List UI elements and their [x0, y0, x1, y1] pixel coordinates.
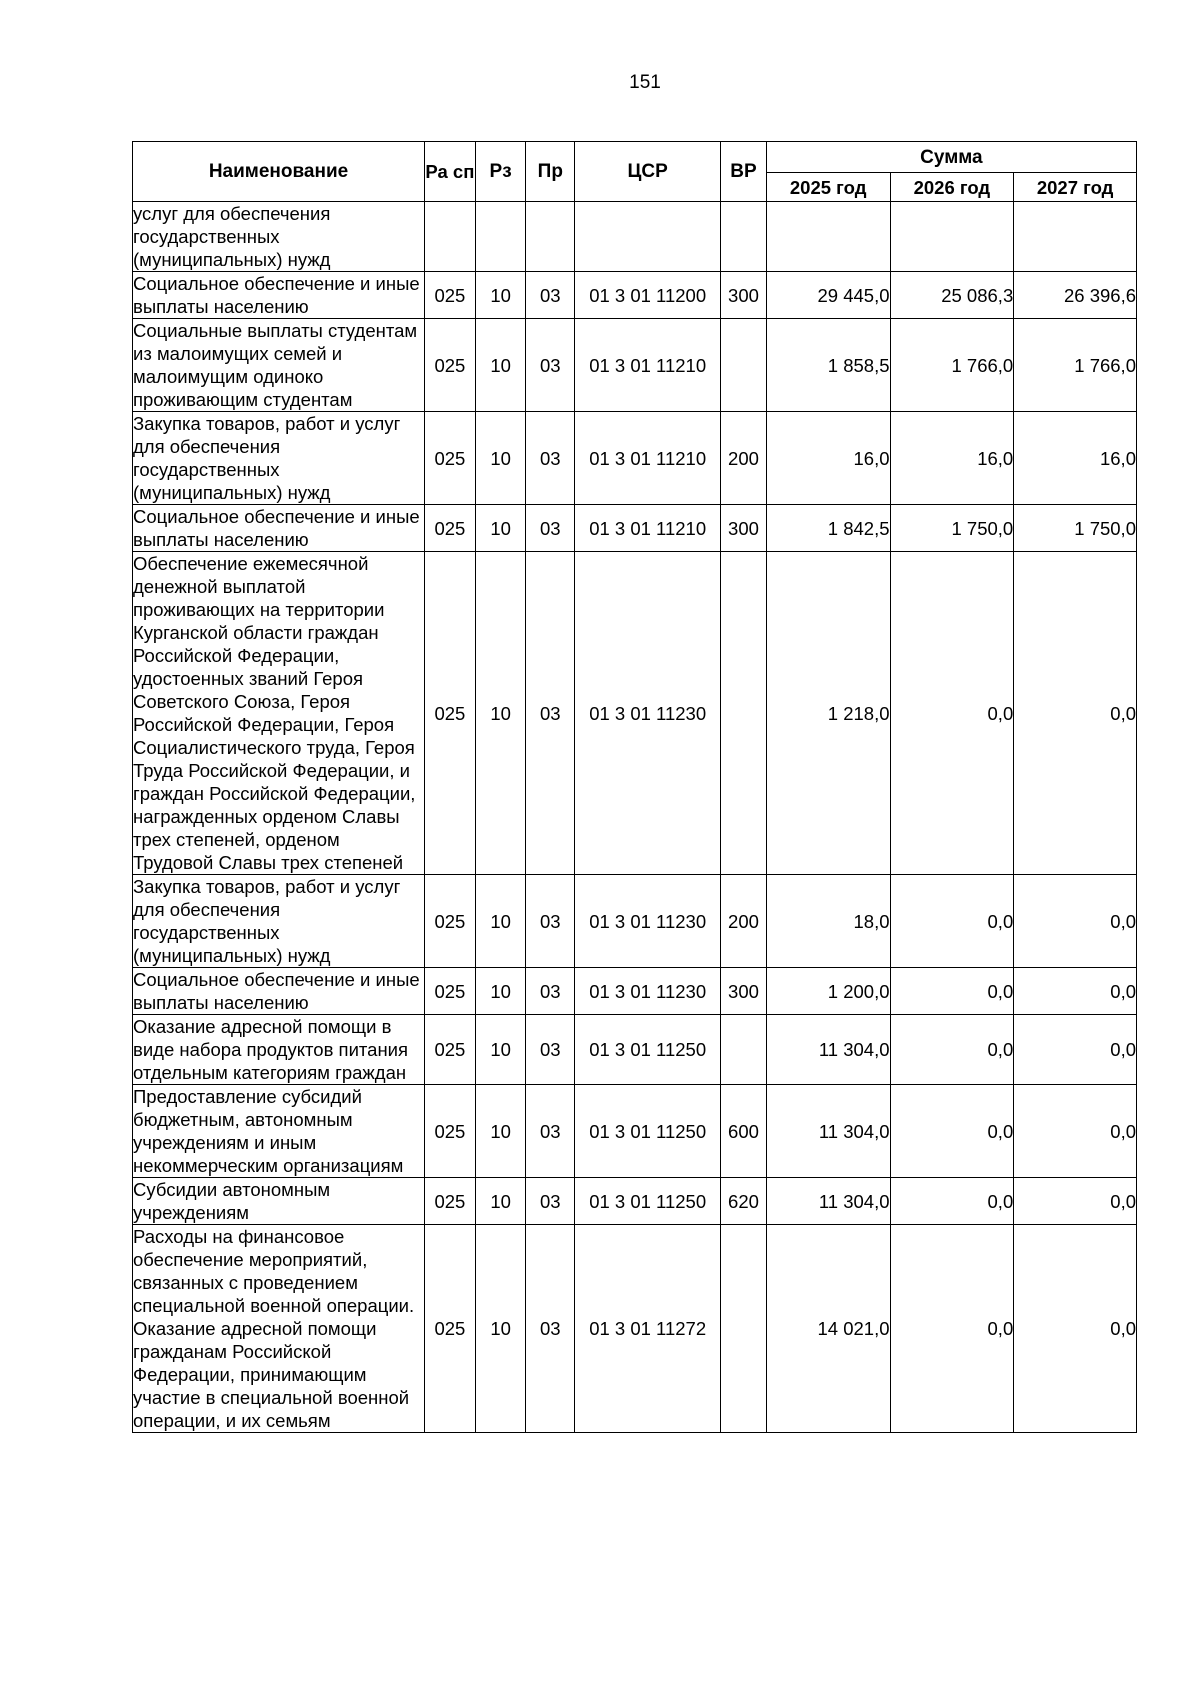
cell-pr: [526, 202, 575, 272]
cell-name: Субсидии автономным учреждениям: [133, 1178, 425, 1225]
cell-sum-2026: 25 086,3: [890, 272, 1014, 319]
cell-vr: [721, 202, 767, 272]
cell-sum-2026: 0,0: [890, 875, 1014, 968]
cell-sum-2026: 0,0: [890, 1015, 1014, 1085]
cell-rasp: 025: [425, 505, 476, 552]
cell-vr: 620: [721, 1178, 767, 1225]
cell-sum-2025: 11 304,0: [766, 1085, 890, 1178]
cell-name: Закупка товаров, работ и услуг для обеспечения государственных (муниципальных) нужд: [133, 412, 425, 505]
cell-sum-2026: 16,0: [890, 412, 1014, 505]
table-row: [133, 1178, 1137, 1225]
cell-rasp: 025: [425, 1015, 476, 1085]
cell-sum-2025: 1 200,0: [766, 968, 890, 1015]
cell-csr: 01 3 01 11210: [575, 412, 721, 505]
cell-pr: 03: [526, 1085, 575, 1178]
cell-pr: 03: [526, 272, 575, 319]
cell-csr: 01 3 01 11250: [575, 1085, 721, 1178]
cell-pr: 03: [526, 968, 575, 1015]
table-row: [133, 412, 1137, 505]
cell-sum-2025: [766, 202, 890, 272]
cell-sum-2026: [890, 202, 1014, 272]
cell-name: Социальное обеспечение и иные выплаты населению: [133, 272, 425, 319]
cell-csr: 01 3 01 11272: [575, 1225, 721, 1433]
table-row: [133, 968, 1137, 1015]
cell-csr: 01 3 01 11200: [575, 272, 721, 319]
cell-sum-2025: 1 218,0: [766, 552, 890, 875]
cell-sum-2027: 0,0: [1014, 1178, 1137, 1225]
cell-rasp: 025: [425, 552, 476, 875]
cell-rasp: 025: [425, 968, 476, 1015]
cell-rz: 10: [475, 968, 526, 1015]
cell-pr: 03: [526, 1178, 575, 1225]
cell-rz: 10: [475, 319, 526, 412]
header-csr: ЦСР: [575, 142, 721, 202]
table-body: [133, 202, 1137, 1433]
cell-rz: 10: [475, 272, 526, 319]
cell-sum-2027: 0,0: [1014, 552, 1137, 875]
cell-name: Социальное обеспечение и иные выплаты населению: [133, 968, 425, 1015]
cell-sum-2027: 1 766,0: [1014, 319, 1137, 412]
table-row: [133, 1015, 1137, 1085]
cell-sum-2026: 1 766,0: [890, 319, 1014, 412]
header-year-2027: 2027 год: [1014, 173, 1137, 202]
cell-sum-2026: 1 750,0: [890, 505, 1014, 552]
cell-sum-2025: 1 858,5: [766, 319, 890, 412]
cell-name: Закупка товаров, работ и услуг для обеспечения государственных (муниципальных) нужд: [133, 875, 425, 968]
cell-name: Оказание адресной помощи в виде набора продуктов питания отдельным категориям граждан: [133, 1015, 425, 1085]
cell-csr: 01 3 01 11230: [575, 968, 721, 1015]
cell-rasp: 025: [425, 412, 476, 505]
cell-rasp: 025: [425, 875, 476, 968]
cell-sum-2027: 0,0: [1014, 1225, 1137, 1433]
header-vr: ВР: [721, 142, 767, 202]
cell-vr: [721, 1015, 767, 1085]
cell-csr: [575, 202, 721, 272]
cell-sum-2026: 0,0: [890, 1225, 1014, 1433]
cell-sum-2025: 1 842,5: [766, 505, 890, 552]
cell-csr: 01 3 01 11230: [575, 875, 721, 968]
cell-rz: 10: [475, 1015, 526, 1085]
cell-rz: 10: [475, 875, 526, 968]
cell-vr: [721, 1225, 767, 1433]
cell-sum-2025: 16,0: [766, 412, 890, 505]
cell-rz: 10: [475, 552, 526, 875]
cell-rasp: 025: [425, 1085, 476, 1178]
cell-sum-2025: 11 304,0: [766, 1178, 890, 1225]
table-row: [133, 319, 1137, 412]
cell-name: услуг для обеспечения государственных (муниципальных) нужд: [133, 202, 425, 272]
cell-sum-2027: [1014, 202, 1137, 272]
table-row: [133, 875, 1137, 968]
cell-sum-2025: 14 021,0: [766, 1225, 890, 1433]
cell-sum-2027: 16,0: [1014, 412, 1137, 505]
cell-vr: 300: [721, 968, 767, 1015]
cell-rasp: 025: [425, 319, 476, 412]
header-rasp: Ра сп: [425, 142, 476, 202]
header-year-2026: 2026 год: [890, 173, 1014, 202]
cell-csr: 01 3 01 11230: [575, 552, 721, 875]
cell-vr: 200: [721, 412, 767, 505]
cell-sum-2027: 0,0: [1014, 968, 1137, 1015]
cell-rz: 10: [475, 505, 526, 552]
header-sum: Сумма: [766, 142, 1136, 173]
cell-rz: 10: [475, 1225, 526, 1433]
cell-rz: 10: [475, 1085, 526, 1178]
cell-vr: 300: [721, 272, 767, 319]
cell-pr: 03: [526, 412, 575, 505]
cell-sum-2026: 0,0: [890, 1178, 1014, 1225]
cell-csr: 01 3 01 11250: [575, 1178, 721, 1225]
cell-rz: [475, 202, 526, 272]
cell-name: Социальное обеспечение и иные выплаты населению: [133, 505, 425, 552]
table-row: [133, 552, 1137, 875]
table-row: [133, 202, 1137, 272]
cell-vr: [721, 552, 767, 875]
cell-sum-2027: 26 396,6: [1014, 272, 1137, 319]
cell-name: Обеспечение ежемесячной денежной выплатой проживающих на территории Курганской области граждан Российской Федерации, удостоенных званий Героя Советского Союза, Героя Российской Федерации, Героя Социалистического труда, Героя Труда Российской Федерации, и граждан Российской Федерации, награжденных орденом Славы трех степеней, орденом Трудовой Славы трех степеней: [133, 552, 425, 875]
header-year-2025: 2025 год: [766, 173, 890, 202]
cell-rasp: 025: [425, 272, 476, 319]
cell-rz: 10: [475, 412, 526, 505]
cell-sum-2027: 1 750,0: [1014, 505, 1137, 552]
cell-pr: 03: [526, 552, 575, 875]
table-header: [133, 142, 1137, 202]
header-name: Наименование: [133, 142, 425, 202]
cell-pr: 03: [526, 1225, 575, 1433]
cell-sum-2025: 18,0: [766, 875, 890, 968]
cell-csr: 01 3 01 11250: [575, 1015, 721, 1085]
cell-csr: 01 3 01 11210: [575, 505, 721, 552]
table-row: [133, 1225, 1137, 1433]
cell-vr: 600: [721, 1085, 767, 1178]
header-pr: Пр: [526, 142, 575, 202]
cell-pr: 03: [526, 505, 575, 552]
header-rz: Рз: [475, 142, 526, 202]
budget-table: [132, 141, 1137, 1433]
page-number: 151: [629, 72, 661, 93]
cell-sum-2026: 0,0: [890, 968, 1014, 1015]
cell-vr: 300: [721, 505, 767, 552]
table-row: [133, 505, 1137, 552]
cell-rasp: [425, 202, 476, 272]
cell-pr: 03: [526, 319, 575, 412]
cell-rz: 10: [475, 1178, 526, 1225]
cell-rasp: 025: [425, 1178, 476, 1225]
cell-rasp: 025: [425, 1225, 476, 1433]
cell-sum-2026: 0,0: [890, 1085, 1014, 1178]
cell-pr: 03: [526, 1015, 575, 1085]
cell-name: Предоставление субсидий бюджетным, автономным учреждениям и иным некоммерческим организациям: [133, 1085, 425, 1178]
cell-name: Расходы на финансовое обеспечение мероприятий, связанных с проведением специальной военной операции. Оказание адресной помощи гражданам Российской Федерации, принимающим участие в специальной военной операции, и их семьям: [133, 1225, 425, 1433]
cell-csr: 01 3 01 11210: [575, 319, 721, 412]
cell-sum-2027: 0,0: [1014, 1015, 1137, 1085]
cell-sum-2027: 0,0: [1014, 1085, 1137, 1178]
cell-sum-2027: 0,0: [1014, 875, 1137, 968]
cell-sum-2025: 11 304,0: [766, 1015, 890, 1085]
table-row: [133, 272, 1137, 319]
cell-sum-2026: 0,0: [890, 552, 1014, 875]
cell-pr: 03: [526, 875, 575, 968]
cell-sum-2025: 29 445,0: [766, 272, 890, 319]
table-row: [133, 1085, 1137, 1178]
cell-name: Социальные выплаты студентам из малоимущих семей и малоимущим одиноко проживающим студентам: [133, 319, 425, 412]
cell-vr: 200: [721, 875, 767, 968]
cell-vr: [721, 319, 767, 412]
